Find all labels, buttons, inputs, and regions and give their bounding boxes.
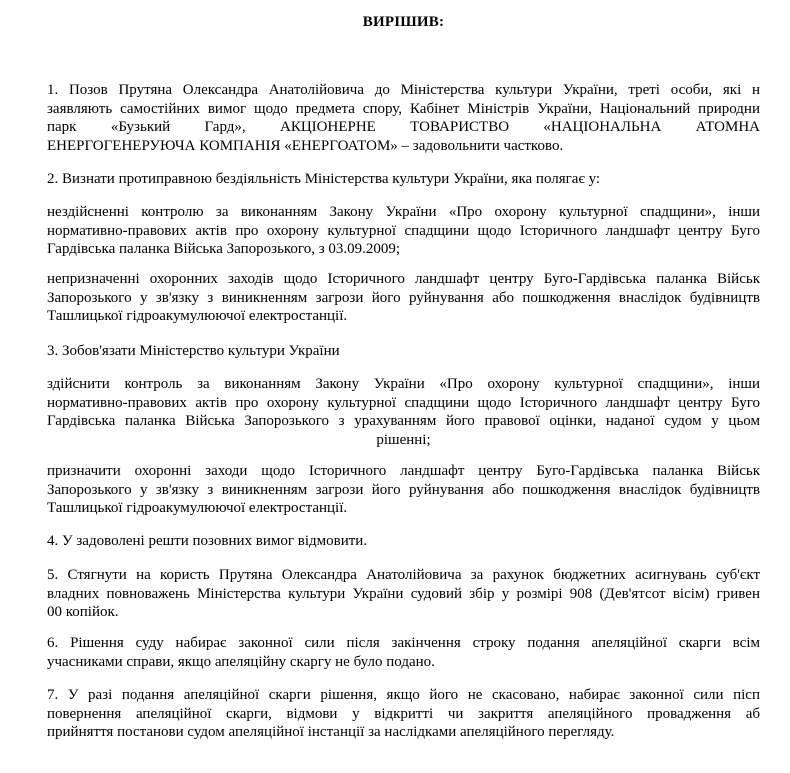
paragraph-line: ЕНЕРГОГЕНЕРУЮЧА КОМПАНІЯ «ЕНЕРГОАТОМ» – задовольнити частково. — [47, 137, 564, 154]
paragraph-line: заявляють самостійних вимог щодо предмета спору, Кабінет Міністрів України, Національний природни — [47, 100, 760, 117]
paragraph-line: 4. У задоволені решти позовних вимог відмовити. — [47, 533, 368, 549]
paragraph-line: владних повноважень Міністерства культури України судовий збір у розмірі 908 (Дев'ятсот вісім) гривен — [47, 585, 760, 602]
paragraph-line: Ташлицької гідроакумулюючої електростанції. — [47, 500, 348, 516]
paragraph-line: прийняття постанови судом апеляційної інстанції за наслідками апеляційного перегляду. — [47, 724, 615, 740]
paragraph-exercise-control — [47, 375, 760, 449]
paragraph-non-protection — [47, 270, 760, 326]
paragraph-line: 2. Визнати протиправною бездіяльність Міністерства культури України, яка полягає у: — [47, 171, 601, 187]
paragraph-line: 7. У разі подання апеляційної скарги рішення, якщо його не скасовано, набирає законної сили пісп — [47, 687, 760, 703]
paragraph-line: 1. Позов Прутяна Олександра Анатолійовича до Міністерства культури України, треті особи, які н — [47, 82, 760, 98]
paragraph-line: Запорозького у зв'язку з виникненням загрози його руйнування або пошкодження внаслідок будівництв — [47, 289, 760, 306]
paragraph-line: 6. Рішення суду набирає законної сили після закінчення строку подання апеляційної скарги всім — [47, 635, 760, 651]
paragraph-line: нормативно-правових актів про охорону культурної спадщини щодо Історичного ландшафт центру Буго — [47, 222, 760, 239]
paragraph-line: нормативно-правових актів про охорону культурної спадщини щодо Історичного ландшафт центру Буго — [47, 394, 760, 411]
paragraph-line: здійснити контроль за виконанням Закону України «Про охорону культурної спадщини», інши — [47, 376, 760, 392]
paragraph-line: Ташлицької гідроакумулюючої електростанції. — [47, 308, 348, 324]
paragraph-line: рішенні; — [376, 431, 431, 448]
paragraph-line: 00 копійок. — [47, 604, 119, 620]
paragraph-assign-protection — [47, 462, 760, 518]
paragraph-line: Гардівська паланка Війська Запорозького з урахуванням його правової оцінки, наданої судом у цьом — [47, 413, 760, 429]
decision-heading: ВИРІШИВ: — [362, 14, 445, 30]
paragraph-line: Гардівська паланка Війська Запорозького, з 03.09.2009; — [47, 241, 401, 257]
paragraph-line: призначити охоронні заходи щодо Історичного ландшафт центру Буго-Гардівська паланка Військ — [47, 463, 760, 479]
paragraph-6-entry-into-force — [47, 634, 760, 671]
paragraph-line: нездійсненні контролю за виконанням Закону України «Про охорону культурної спадщини», інши — [47, 204, 760, 220]
paragraph-3-oblige — [47, 342, 760, 361]
paragraph-7-appeal — [47, 686, 760, 742]
paragraph-2-inaction — [47, 170, 760, 189]
paragraph-line: 3. Зобов'язати Міністерство культури України — [47, 343, 340, 359]
paragraph-4-refuse — [47, 532, 760, 551]
paragraph-line: непризначенні охоронних заходів щодо Історичного ландшафт центру Буго-Гардівська паланка Військ — [47, 271, 760, 287]
paragraph-line: парк «Бузький Гард», АКЦІОНЕРНЕ ТОВАРИСТВО «НАЦІОНАЛЬНА АТОМНА — [47, 119, 760, 135]
paragraph-line: 5. Стягнути на користь Прутяна Олександра Анатолійовича за рахунок бюджетних асигнувань суб'єкт — [47, 567, 760, 583]
paragraph-5-court-fee — [47, 566, 760, 622]
paragraph-line: учасниками справи, якщо апеляційну скаргу не було подано. — [47, 653, 435, 670]
paragraph-line: повернення апеляційної скарги, відмови у відкритті чи закриття апеляційного провадження аб — [47, 705, 760, 722]
paragraph-1-claim — [47, 81, 760, 155]
document-page — [47, 0, 760, 773]
paragraph-non-control — [47, 203, 760, 259]
paragraph-line: Запорозького у зв'язку з виникненням загрози його руйнування або пошкодження внаслідок будівництв — [47, 481, 760, 498]
